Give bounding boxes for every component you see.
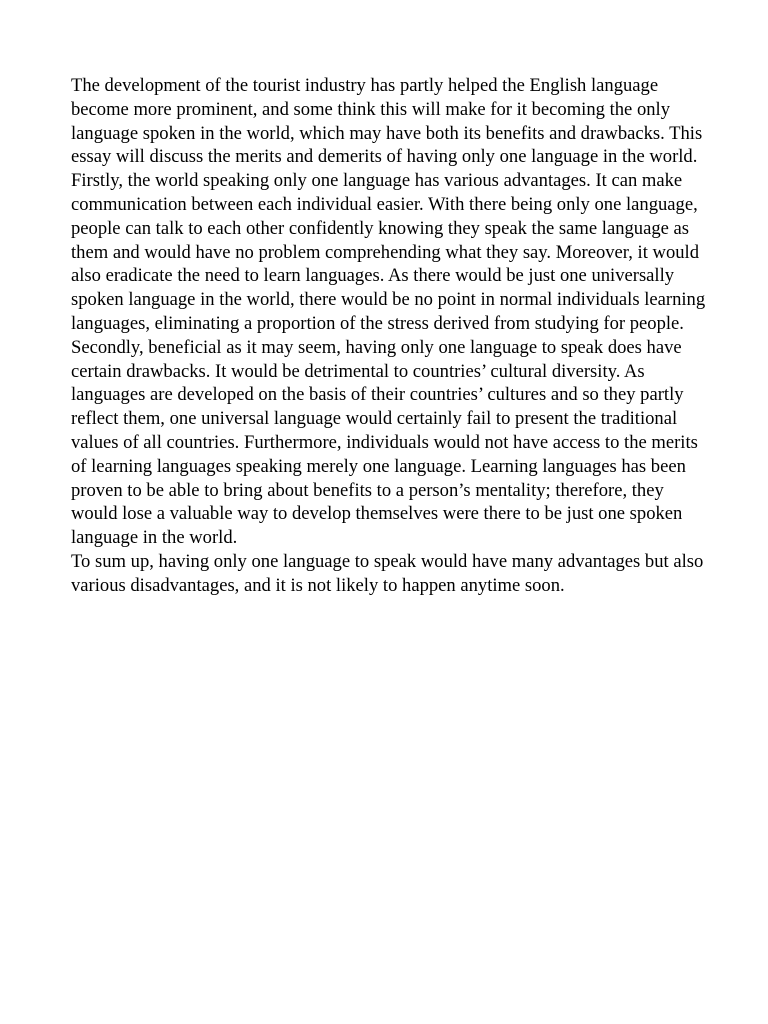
paragraph-introduction: The development of the tourist industry has partly helped the English language become more prominent, and some think this will make for it becoming the only language spoken in the world, which may have both its benefits and drawbacks. This essay will discuss the merits and demerits of having only one language in the world. — [71, 75, 703, 168]
paragraph-conclusion: To sum up, having only one language to speak would have many advantages but also various disadvantages, and it is not likely to happen anytime soon. — [71, 550, 704, 596]
essay-body — [71, 74, 711, 598]
paragraph-advantages: Firstly, the world speaking only one language has various advantages. It can make communication between each individual easier. With there being only one language, people can talk to each other confidently knowing they speak the same language as them and would have no problem comprehending what they say. Moreover, it would also eradicate the need to learn languages. As there would be just one universally spoken language in the world, there would be no point in normal individuals learning languages, eliminating a proportion of the stress derived from studying for people. — [71, 170, 706, 334]
paragraph-drawbacks: Secondly, beneficial as it may seem, having only one language to speak does have certain drawbacks. It would be detrimental to countries’ cultural diversity. As languages are developed on the basis of their countries’ cultures and so they partly reflect them, one universal language would certainly fail to present the traditional values of all countries. Furthermore, individuals would not have access to the merits of learning languages speaking merely one language. Learning languages has been proven to be able to bring about benefits to a person’s mentality; therefore, they would lose a valuable way to develop themselves were there to be just one spoken language in the world. — [71, 336, 698, 549]
